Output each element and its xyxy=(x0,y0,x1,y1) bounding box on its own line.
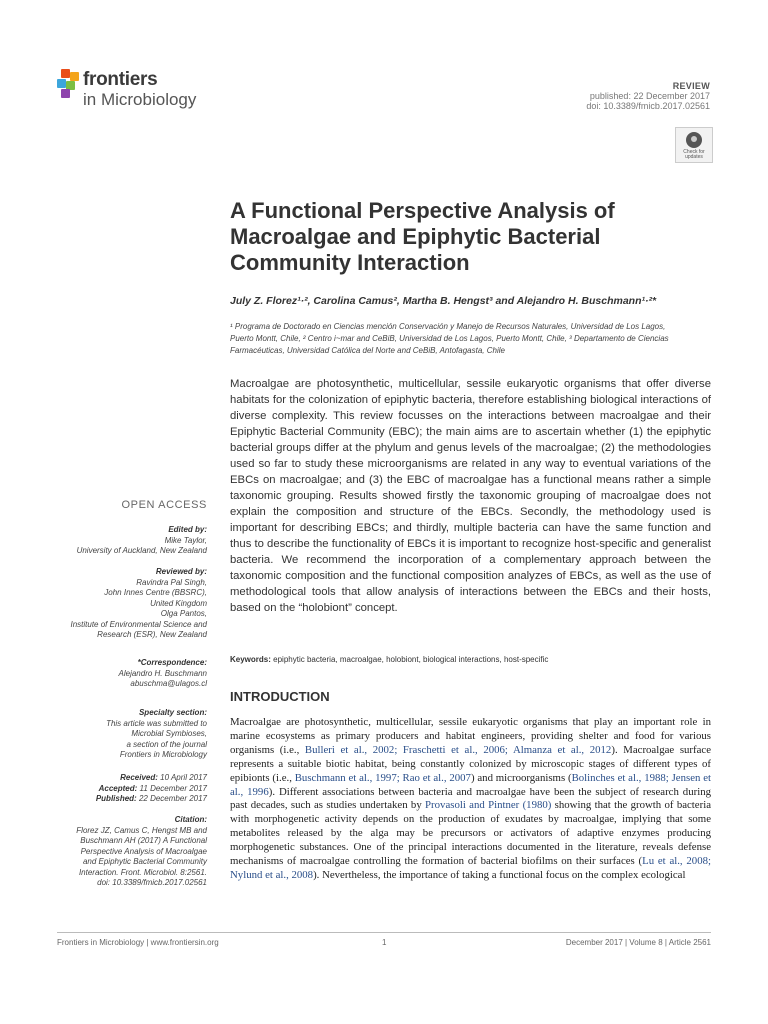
journal-subtitle: in Microbiology xyxy=(83,90,197,109)
reviewer-line: Olga Pantos, xyxy=(160,609,207,618)
title-line: A Functional Perspective Analysis of xyxy=(230,198,615,223)
footer-divider xyxy=(57,932,711,933)
correspondence-email[interactable]: abuschma@ulagos.cl xyxy=(130,679,207,688)
citation-block xyxy=(76,815,207,889)
keywords xyxy=(230,655,710,664)
accepted-date: 11 December 2017 xyxy=(139,783,207,793)
received-date: 10 April 2017 xyxy=(160,773,207,782)
dates-block xyxy=(96,773,207,805)
reviewer-line: Institute of Environmental Science and xyxy=(70,619,207,629)
citation-line: Buschmann AH (2017) A Functional xyxy=(80,836,207,845)
body-text: ). Different associations between bacteria and macroalgae have been the subject of research during past decades, such as studies undertaken by xyxy=(230,785,711,812)
specialty-line: Microbial Symbioses, xyxy=(131,729,207,738)
author-list: July Z. Florez¹·², Carolina Camus², Martha B. Hengst³ and Alejandro H. Buschmann¹·²* xyxy=(230,295,657,307)
received-label: Received: xyxy=(120,773,158,782)
edited-by-label: Edited by: xyxy=(168,525,207,534)
citation-doi[interactable]: doi: 10.3389/fmicb.2017.02561 xyxy=(97,878,207,887)
check-updates-badge[interactable] xyxy=(675,127,713,163)
keywords-list: epiphytic bacteria, macroalgae, holobiont, biological interactions, host-specific xyxy=(273,655,549,664)
citation-label: Citation: xyxy=(174,815,207,824)
reviewer-line: John Innes Centre (BBSRC), xyxy=(104,588,207,597)
frontiers-logo-icon xyxy=(57,69,83,99)
published-date: published: 22 December 2017 xyxy=(589,91,710,101)
specialty-label: Specialty section: xyxy=(138,708,207,717)
section-heading-introduction: INTRODUCTION xyxy=(230,689,330,704)
editor-affiliation: University of Auckland, New Zealand xyxy=(76,546,207,555)
affiliation-line: Farmacéuticas, Universidad Católica del Norte and CeBiB, Antofagasta, Chile xyxy=(230,346,505,355)
footer-journal-link[interactable]: Frontiers in Microbiology | www.frontiersin.org xyxy=(57,938,219,947)
reviewed-by-block xyxy=(70,567,207,641)
citation-link[interactable]: Provasoli and Pintner (1980) xyxy=(425,799,552,812)
reviewed-by-label: Reviewed by: xyxy=(155,567,207,576)
introduction-text xyxy=(230,716,711,883)
edited-by-block xyxy=(77,525,207,557)
article-meta-header xyxy=(586,81,710,111)
check-updates-label: Check for updates xyxy=(683,149,705,160)
journal-logo xyxy=(57,67,227,115)
citation-line: Florez JZ, Camus C, Hengst MB and xyxy=(76,825,207,835)
body-text: ). Macroalgae surface represents a suitable biotic habitat, being constantly colonized by microscopic stages of different types of epibionts (i.e., xyxy=(230,743,711,784)
correspondence-block xyxy=(119,658,208,690)
citation-link[interactable]: Lu et al., 2008; Nylund et al., 2008 xyxy=(230,855,711,881)
title-line: Macroalgae and Epiphytic Bacterial xyxy=(230,224,601,249)
body-text: ). Nevertheless, the importance of taking a functional focus on the complex ecological xyxy=(313,868,686,881)
correspondence-label: *Correspondence: xyxy=(137,658,207,667)
title-line: Community Interaction xyxy=(230,250,470,275)
reviewer-line: Research (ESR), New Zealand xyxy=(97,630,207,639)
correspondence-name: Alejandro H. Buschmann xyxy=(118,668,207,678)
body-text: ) and microorganisms ( xyxy=(470,771,572,784)
accepted-label: Accepted: xyxy=(98,783,138,793)
reviewer-line: United Kingdom xyxy=(150,598,207,608)
reviewer-line: Ravindra Pal Singh, xyxy=(136,577,207,587)
body-text: showing that the growth of bacteria with morphogenetic activity depends on the production of exudates by macroalgae, implying that some metabolites released by the alga may be precursors or activators of adaptive enzymes producing morphogenetic substances. One of the principal interactions documented in the literature, reveals defense mechanisms of macroalgae controlling the formation of bacterial biofilms on their surfaces ( xyxy=(230,799,711,868)
page-number: 1 xyxy=(382,938,387,947)
abstract: Macroalgae are photosynthetic, multicellular, sessile eukaryotic organisms that offer diverse habitats for the colonization of epiphytic bacteria, therefore establishing biological interactions of diverse complexity. This review focusses on the interactions between macroalgae and their Epiphytic Bacterial Community (EBC); the main aims are to ascertain whether (1) the epiphytic bacterial groups differ at the phylum and genus levels of the macroalgae; (2) the methodologies used so far to study these microorganisms are related in any way to eventual variations of the EBCs on macroalgae; and (3) the EBC of macroalgae has a functional means rather a simple taxonomic grouping. Results showed firstly the taxonomic grouping of macroalgae does not explain the composition and structure of the EBCs. Secondly, the methodology used is important for describing EBCs; and thirdly, multiple bacteria can have the same function and thus to describe the functionality of EBCs it is important to recognize host-specific and generalist bacteria. We recommend the incorporation of a complementary approach between the taxonomic composition and the functional composition analyzes of EBCs, as well as the use of methodological tools that allow analysis of interactions between the EBCs and their hosts, based on the “holobiont” concept. xyxy=(230,378,711,614)
specialty-line: a section of the journal xyxy=(126,739,207,749)
keywords-label: Keywords: xyxy=(230,655,271,664)
affiliation-line: ¹ Programa de Doctorado en Ciencias mención Conservación y Manejo de Recursos Naturales, Universidad de Los Lagos, xyxy=(230,322,666,331)
open-access-label: OPEN ACCESS xyxy=(121,499,207,511)
citation-link[interactable]: Buschmann et al., 1997; Rao et al., 2007 xyxy=(294,771,471,784)
body-text: Macroalgae are photosynthetic, multicellular, sessile eukaryotic organisms that play an important role in marine ecosystems as primary producers and habitat engineers, providing shelter and food for various organisms (i.e., xyxy=(230,716,711,756)
journal-name: frontiers xyxy=(83,69,158,90)
specialty-line: Frontiers in Microbiology xyxy=(119,750,207,759)
affiliations xyxy=(230,321,710,357)
crossmark-icon xyxy=(686,132,702,148)
editor-name: Mike Taylor, xyxy=(164,535,207,545)
citation-link[interactable]: Bulleri et al., 2002; Fraschetti et al., 2006; Almanza et al., 2012 xyxy=(304,743,612,756)
affiliation-line: Puerto Montt, Chile, ² Centro i~mar and CeBiB, Universidad de Los Lagos, Puerto Montt, Chile, ³ Departamento de Ciencias xyxy=(230,334,669,343)
published-label: Published: xyxy=(95,794,137,803)
footer-issue-info: December 2017 | Volume 8 | Article 2561 xyxy=(565,938,711,947)
citation-line: and Epiphytic Bacterial Community xyxy=(82,857,207,866)
citation-link[interactable]: Bolinches et al., 1988; Jensen et al., 1996 xyxy=(230,771,711,798)
specialty-line: This article was submitted to xyxy=(106,718,207,728)
citation-line: Interaction. Front. Microbiol. 8:2561. xyxy=(78,867,207,877)
published-date-side: 22 December 2017 xyxy=(138,794,207,803)
doi-link[interactable]: doi: 10.3389/fmicb.2017.02561 xyxy=(586,101,710,111)
citation-line: Perspective Analysis of Macroalgae xyxy=(80,846,207,856)
article-title xyxy=(230,198,710,276)
article-type: REVIEW xyxy=(672,81,710,91)
specialty-section-block xyxy=(106,708,207,761)
